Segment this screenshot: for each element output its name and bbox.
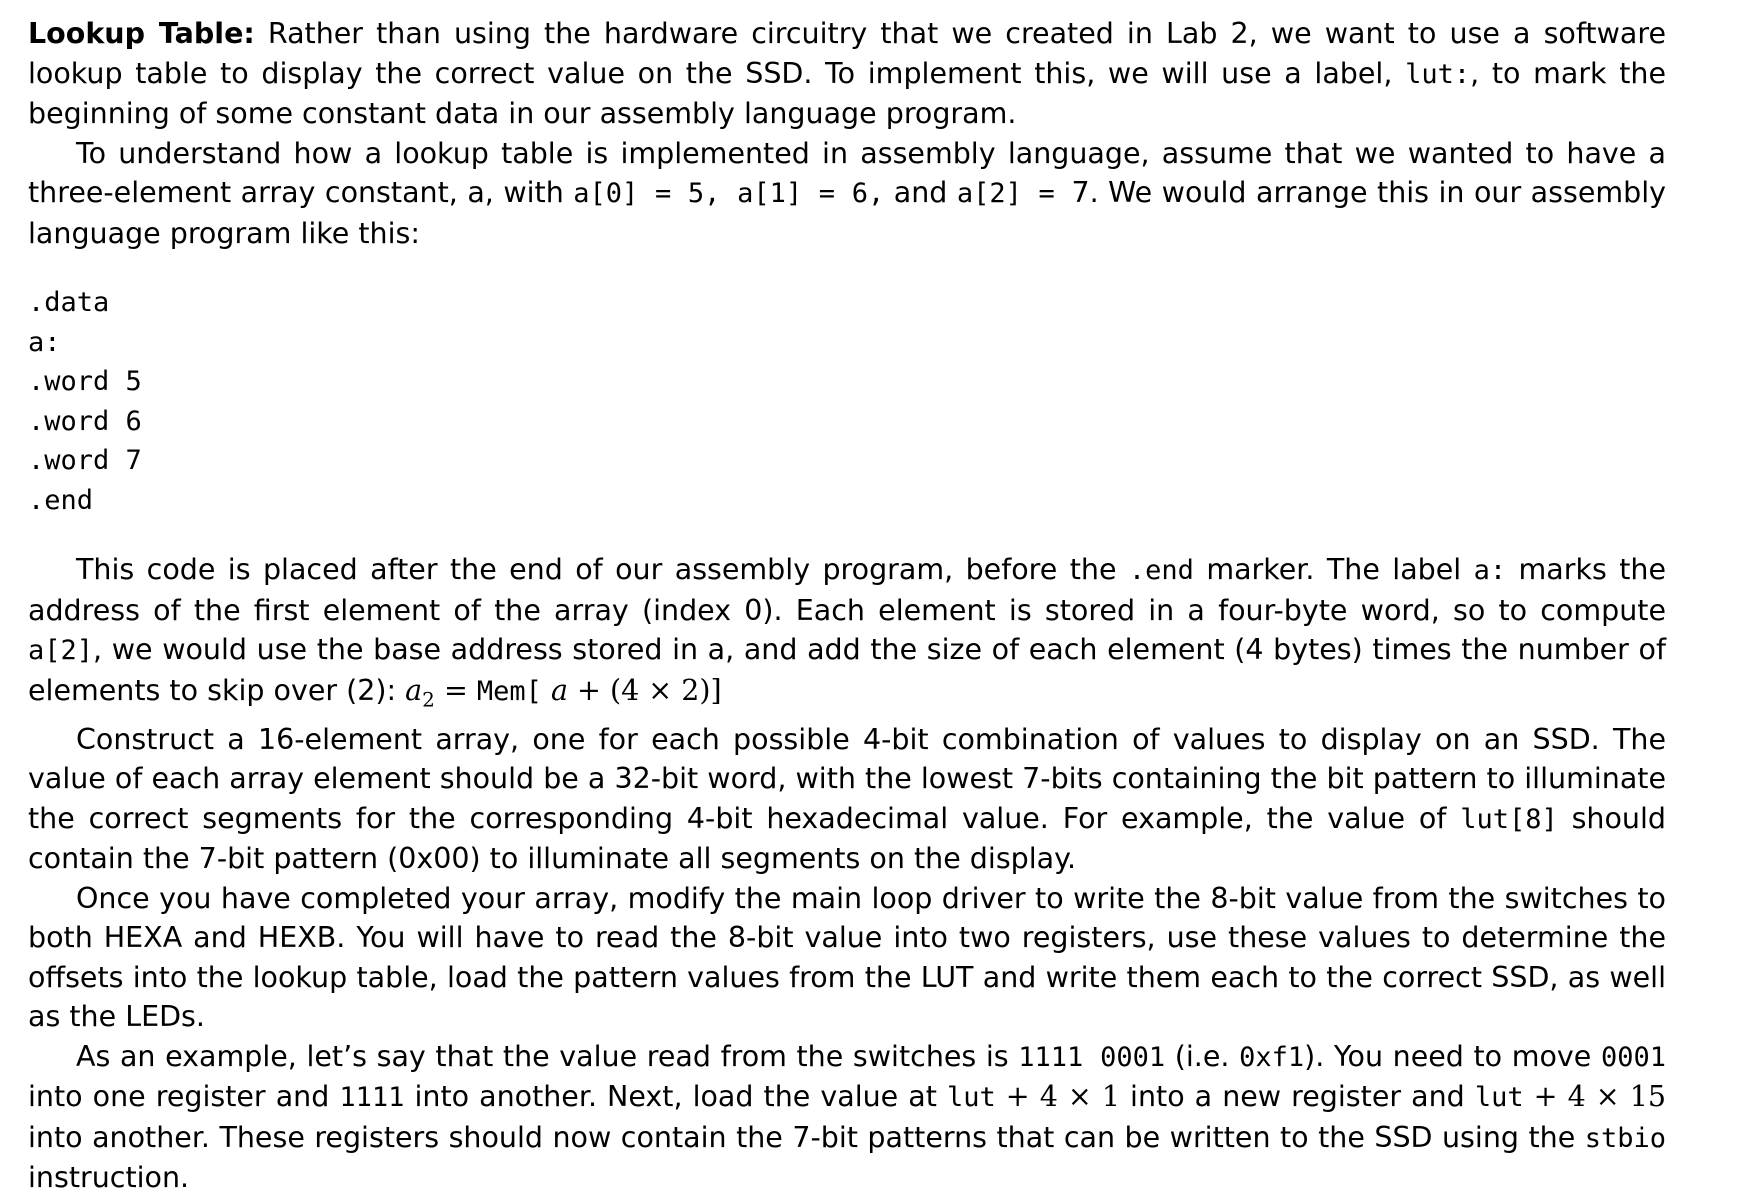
- inline-code: 0xf1: [1239, 1041, 1305, 1073]
- text-run: marker. The label: [1193, 553, 1474, 586]
- code-line: .end: [28, 484, 94, 516]
- text-run: To understand how a lookup table is implemented in assembly language, assume that we wanted to have a three-element array constant, a, with: [28, 136, 1666, 209]
- inline-code: a[2] =: [956, 178, 1072, 209]
- code-line: .word 7: [28, 445, 142, 476]
- text-run: marks the address of the first element of the array (index 0). Each element is stored in a four-byte word, so to compute: [28, 553, 1667, 627]
- inline-code: stbio: [1584, 1122, 1666, 1154]
- paragraph-main-loop: [28, 879, 1666, 1037]
- text-run: ). You need to move: [1304, 1039, 1601, 1073]
- code-block: [28, 283, 1666, 520]
- text-run: 7. We would arrange this in our assembly language program like this:: [28, 176, 1666, 250]
- inline-code: a[0] = 5, a[1] = 6,: [573, 178, 885, 209]
- math-expr: + 4 × 15: [1523, 1080, 1666, 1114]
- text-run: and: [884, 176, 957, 209]
- section-heading: Lookup Table:: [28, 17, 255, 50]
- paragraph-construct-array: [28, 720, 1666, 879]
- math-expr: + 4 × 1: [995, 1080, 1120, 1114]
- code-line: .word 5: [28, 366, 142, 397]
- text-run: should contain the 7-bit pattern (0x00) to illuminate all segments on the display.: [28, 801, 1667, 876]
- math-op: =: [434, 673, 477, 707]
- code-line: .data: [28, 287, 110, 318]
- inline-code: 1111: [339, 1082, 405, 1114]
- inline-code: Mem[: [476, 675, 542, 707]
- inline-code: lut: [946, 1082, 996, 1114]
- paragraph-array-address: [28, 550, 1666, 720]
- text-run: (i.e.: [1165, 1039, 1240, 1073]
- text-run: , we would use the base address stored in a, and add the size of each element (4 bytes) times the number of elements to skip over (2):: [28, 633, 1666, 707]
- text-run: instruction.: [28, 1161, 190, 1195]
- inline-code: lut: [1474, 1082, 1524, 1114]
- inline-code: lut[8]: [1460, 803, 1558, 835]
- inline-code: a:: [1473, 555, 1507, 586]
- text-run: Once you have completed your array, modify the main loop driver to write the 8-bit value from the switches to both HEXA and HEXB. You will have to read the 8-bit value into two registers, use these values to determine the offsets into the lookup table, load the pattern values from the LUT and write them each to the correct SSD, as well as the LEDs.: [28, 881, 1666, 1034]
- inline-code: .end: [1128, 555, 1194, 586]
- text-run: Rather than using the hardware circuitry that we created in Lab 2, we want to use a software lookup table to display the correct value on the SSD. To implement this, we will use a label,: [28, 17, 1666, 90]
- text-run: into another. Next, load the value at: [404, 1080, 947, 1114]
- paragraph-array-example: [28, 134, 1666, 254]
- inline-code: 0001: [1600, 1041, 1666, 1073]
- text-run: into another. These registers should now contain the 7-bit patterns that can be written to the SSD using the: [28, 1120, 1585, 1154]
- math-var: a: [405, 673, 423, 707]
- text-run: into one register and: [28, 1080, 340, 1114]
- inline-code: lut:: [1405, 58, 1471, 90]
- code-line: a:: [28, 326, 61, 358]
- paragraph-example: [28, 1037, 1666, 1198]
- paragraph-lookup-table-intro: [28, 14, 1666, 134]
- inline-code: 1111 0001: [1018, 1041, 1166, 1073]
- document-page: [28, 14, 1666, 1198]
- text-run: As an example, let’s say that the value read from the switches is: [76, 1039, 1019, 1073]
- text-run: Construct a 16-element array, one for each possible 4-bit combination of values to display on an SSD. The value of each array element should be a 32-bit word, with the lowest 7-bits containing the bit pattern to illuminate the correct segments for the corresponding 4-bit hexadecimal value. For example, the value of: [28, 722, 1666, 835]
- text-run: into a new register and: [1119, 1080, 1475, 1114]
- math-subscript: 2: [422, 687, 435, 712]
- text-run: , to mark the beginning of some constant data in our assembly language program.: [28, 56, 1666, 130]
- math-var: a: [541, 673, 568, 707]
- inline-code: a[2]: [28, 635, 94, 666]
- text-run: This code is placed after the end of our assembly program, before the: [76, 553, 1129, 586]
- code-line: .word 6: [28, 405, 142, 437]
- math-expr: + (4 × 2)]: [568, 673, 722, 707]
